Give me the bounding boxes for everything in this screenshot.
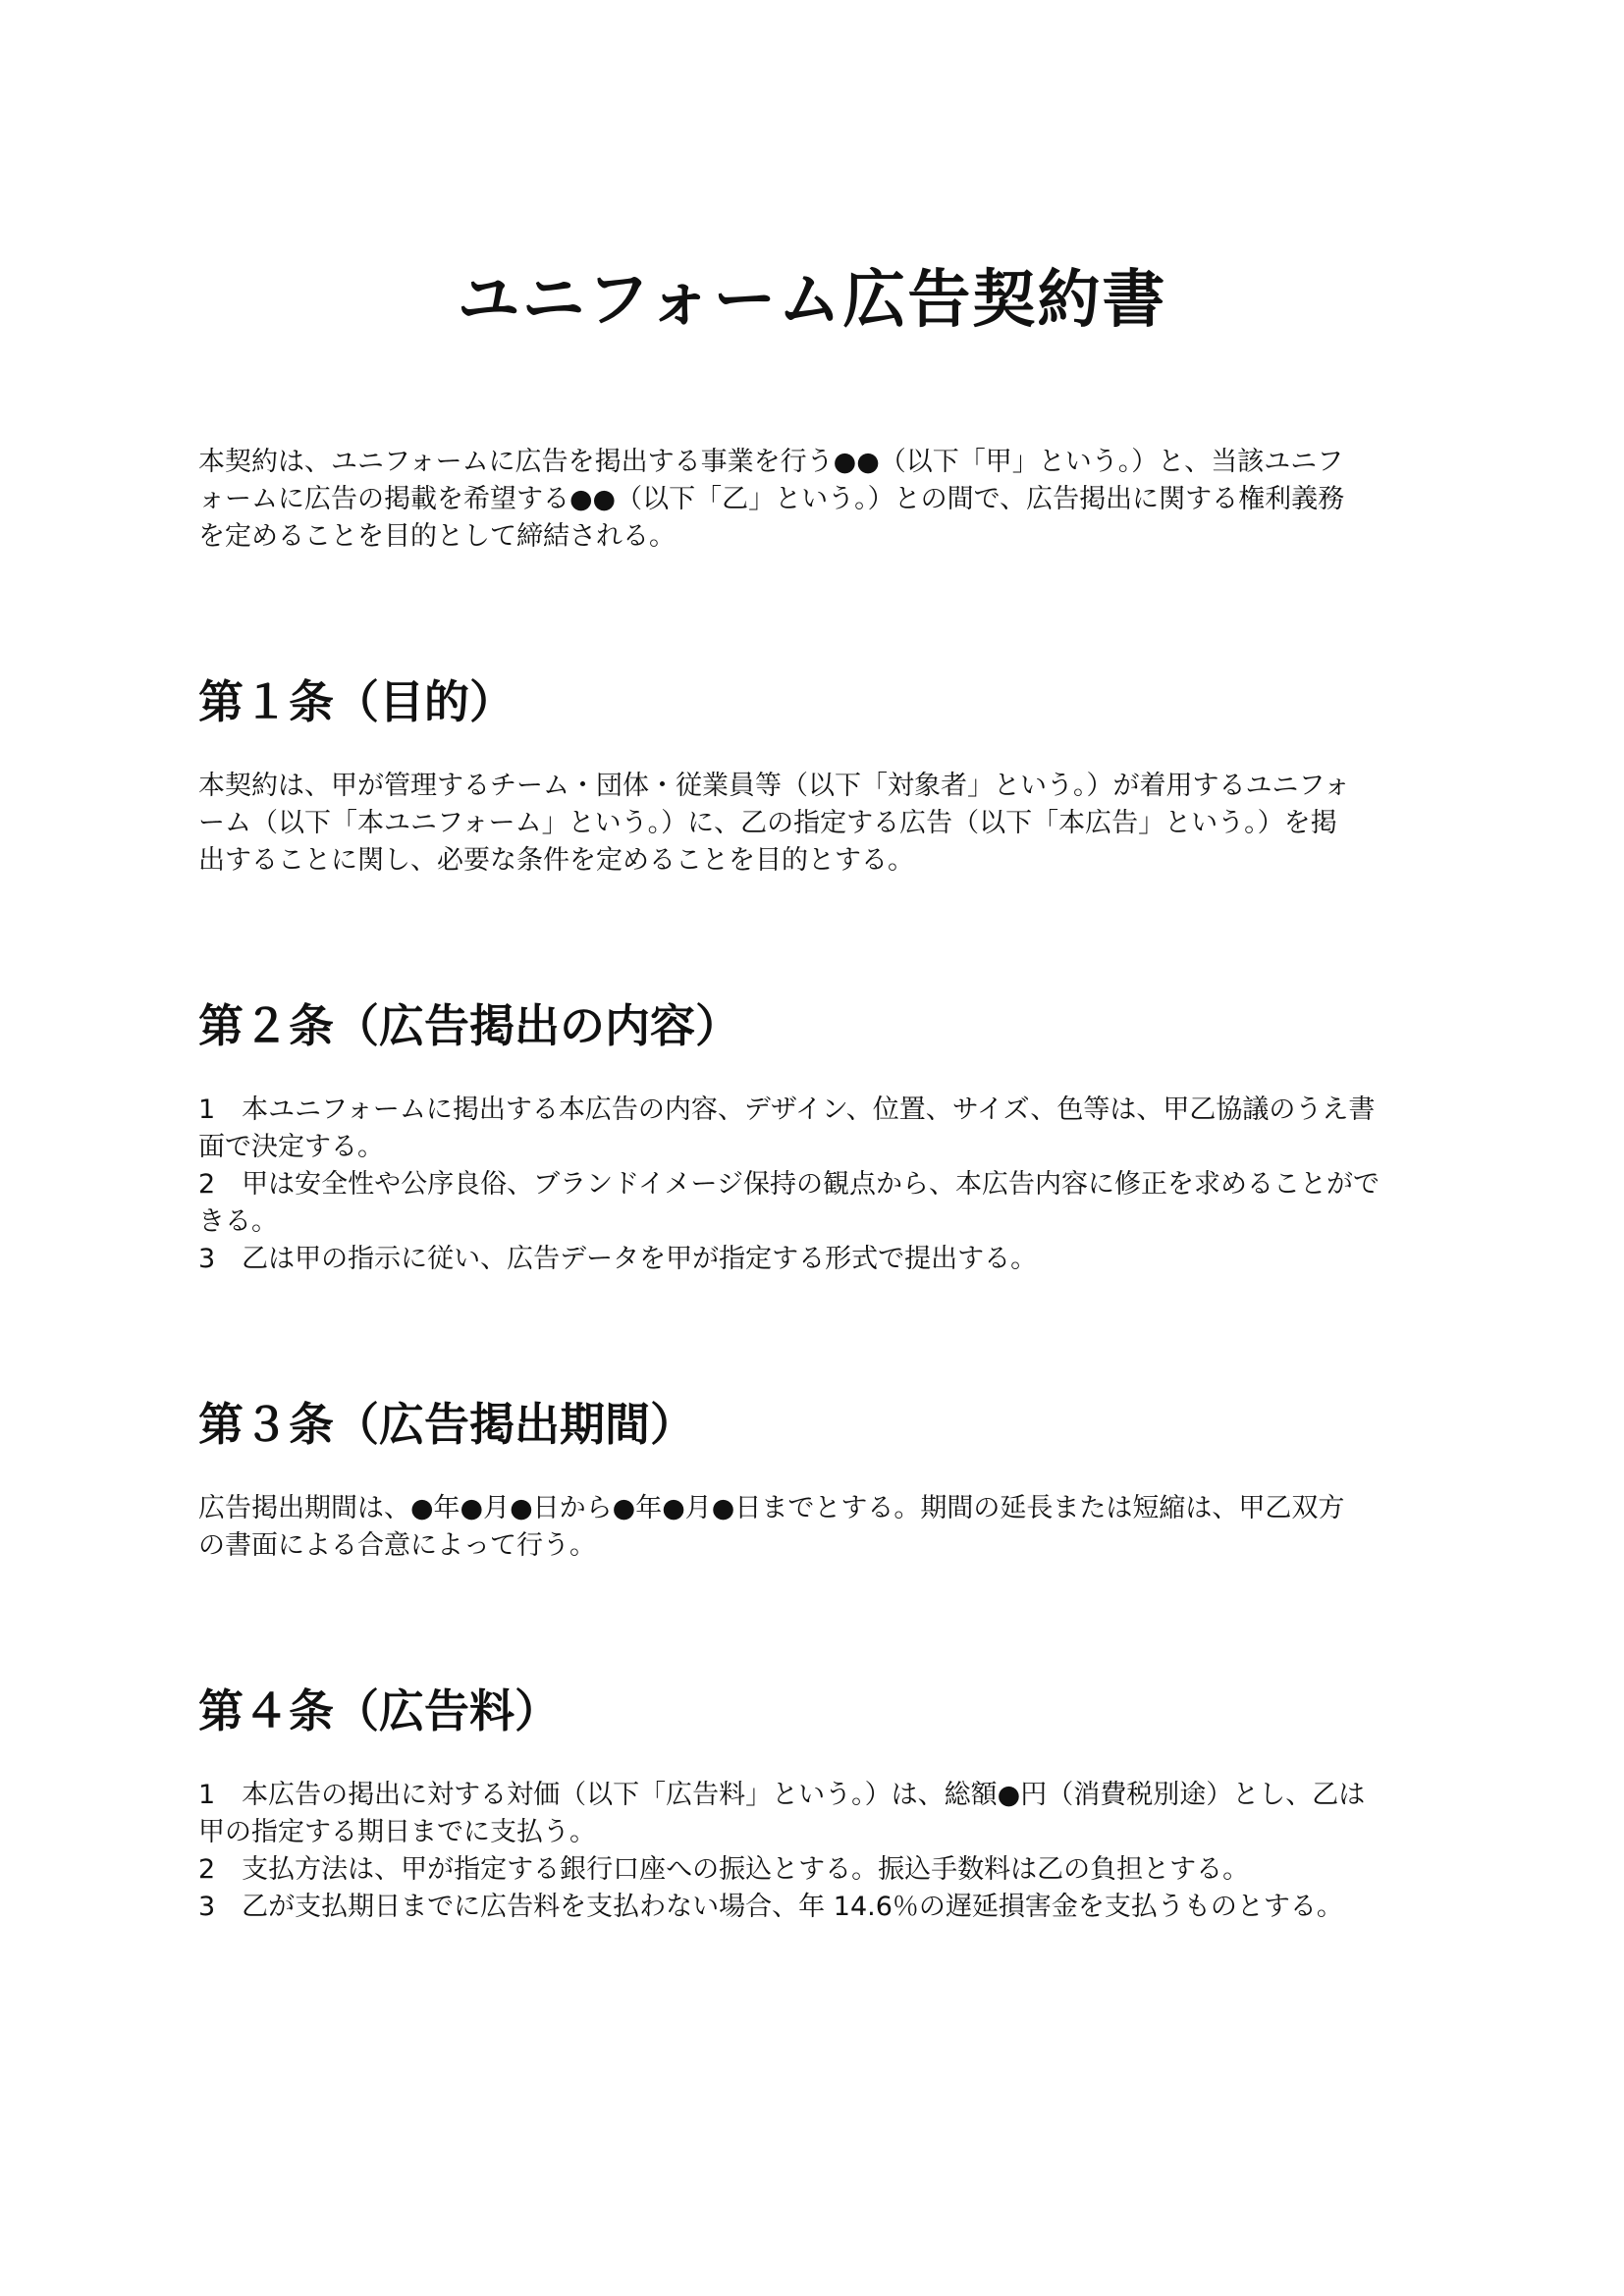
preamble-line: を定めることを目的として締結される。: [198, 521, 676, 552]
article-2-line: 面で決定する。: [198, 1132, 384, 1162]
article-3-body: [198, 1490, 1426, 1565]
article-2-line: 2 甲は安全性や公序良俗、ブランドイメージ保持の観点から、本広告内容に修正を求めることがで: [198, 1169, 1380, 1200]
article-2-line: 3 乙は甲の指示に従い、広告データを甲が指定する形式で提出する。: [198, 1244, 1038, 1274]
preamble-paragraph: [198, 444, 1426, 556]
article-4-line: 3 乙が支払期日までに広告料を支払わない場合、年 14.6％の遅延損害金を支払うものとする。: [198, 1892, 1343, 1922]
article-2-body: [198, 1092, 1426, 1278]
article-1-body: [198, 768, 1426, 880]
article-3-heading: 第３条（広告掲出期間）: [198, 1398, 695, 1451]
document-title: ユニフォーム広告契約書: [457, 264, 1167, 337]
article-1-line: 本契約は、甲が管理するチーム・団体・従業員等（以下「対象者」という。）が着用するユニフォ: [198, 771, 1351, 801]
article-4-line: 甲の指定する期日までに支払う。: [198, 1817, 596, 1847]
article-4-line: 1 本広告の掲出に対する対価（以下「広告料」という。）は、総額●円（消費税別途）とし、乙は: [198, 1780, 1366, 1810]
article-1-line: ーム（以下「本ユニフォーム」という。）に、乙の指定する広告（以下「本広告」という。）を掲: [198, 808, 1337, 838]
preamble-line: ォームに広告の掲載を希望する●●（以下「乙」という。）との間で、広告掲出に関する権利義務: [198, 484, 1345, 514]
preamble-line: 本契約は、ユニフォームに広告を掲出する事業を行う●●（以下「甲」という。）と、当該ユニフ: [198, 447, 1344, 477]
article-2-heading: 第２条（広告掲出の内容）: [198, 999, 740, 1052]
article-3-line: 広告掲出期間は、●年●月●日から●年●月●日までとする。期間の延長または短縮は、甲乙双方: [198, 1493, 1345, 1523]
article-2-line: きる。: [198, 1206, 278, 1237]
article-1-heading: 第１条（目的）: [198, 675, 514, 728]
article-3-line: の書面による合意によって行う。: [198, 1530, 596, 1561]
article-2-line: 1 本ユニフォームに掲出する本広告の内容、デザイン、位置、サイズ、色等は、甲乙協議のうえ書: [198, 1095, 1376, 1125]
article-4-heading: 第４条（広告料）: [198, 1684, 560, 1737]
article-1-line: 出することに関し、必要な条件を定めることを目的とする。: [198, 845, 914, 876]
article-4-body: [198, 1777, 1426, 1926]
article-4-line: 2 支払方法は、甲が指定する銀行口座への振込とする。振込手数料は乙の負担とする。: [198, 1854, 1250, 1885]
